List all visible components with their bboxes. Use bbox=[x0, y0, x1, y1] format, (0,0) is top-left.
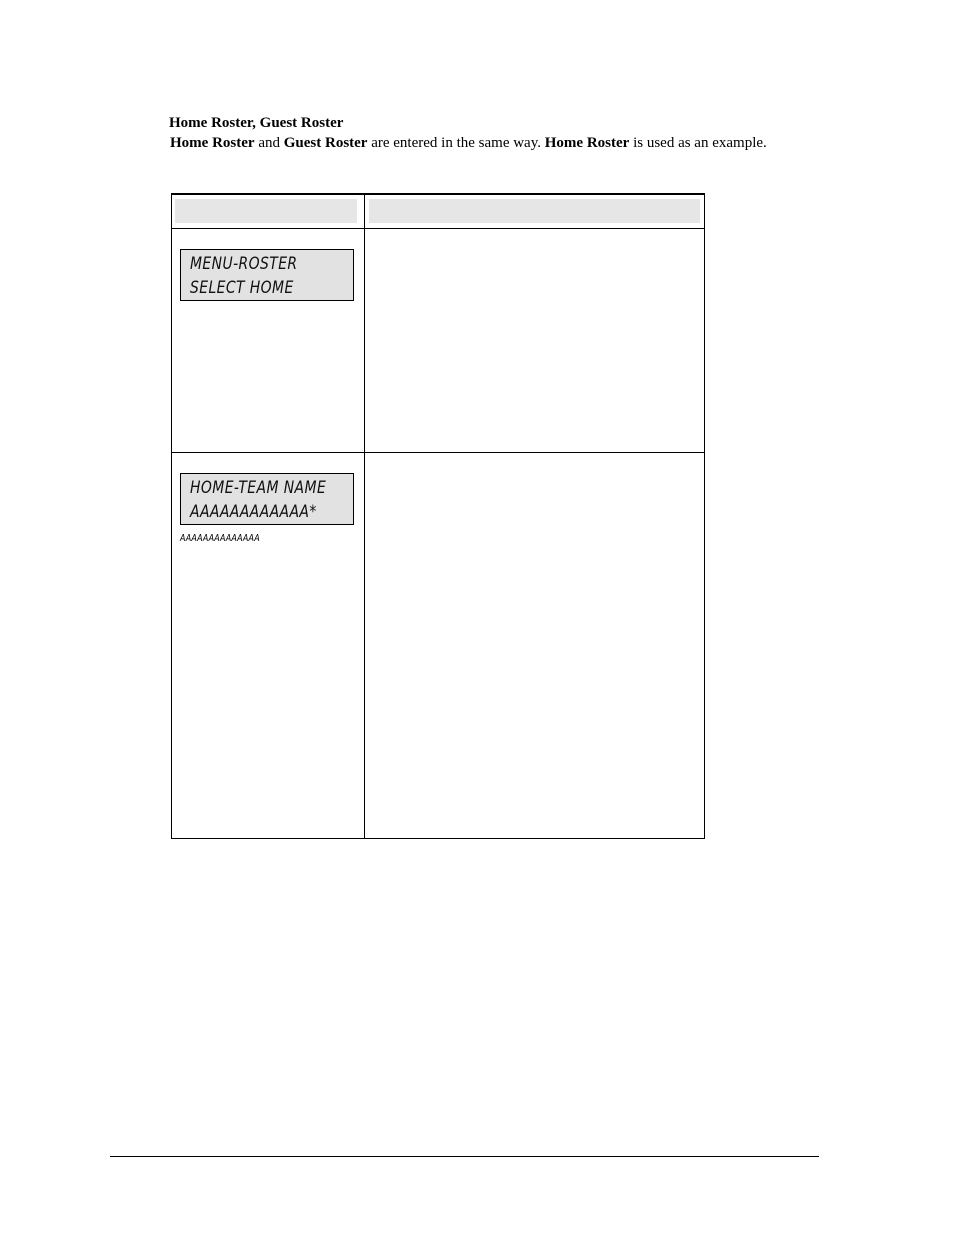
intro-text: and bbox=[254, 135, 284, 151]
intro-paragraph bbox=[170, 133, 810, 154]
lcd-line-2: AAAAAAAAAAAA* bbox=[190, 502, 317, 522]
intro-term-guest-roster: Guest Roster bbox=[283, 135, 368, 151]
team-name-caption: AAAAAAAAAAAAAA bbox=[180, 533, 260, 544]
intro-text: are entered in the same way. bbox=[367, 135, 545, 151]
lcd-line-1: MENU-ROSTER bbox=[190, 254, 298, 274]
section-heading: Home Roster, Guest Roster bbox=[169, 115, 344, 131]
row-divider bbox=[172, 452, 704, 453]
intro-text: is used as an example. bbox=[629, 135, 767, 151]
lcd-line-1: HOME-TEAM NAME bbox=[190, 478, 327, 498]
table-header-cell-display bbox=[175, 199, 357, 223]
lcd-line-2: SELECT HOME bbox=[190, 278, 294, 298]
lcd-display-menu-roster bbox=[180, 249, 354, 301]
intro-term-home-roster-example: Home Roster bbox=[544, 135, 630, 151]
table-header-row bbox=[172, 195, 704, 229]
intro-term-home-roster: Home Roster bbox=[170, 135, 255, 151]
lcd-display-home-team-name bbox=[180, 473, 354, 525]
column-divider bbox=[364, 195, 365, 838]
footer-rule bbox=[110, 1156, 819, 1157]
table-header-cell-description bbox=[369, 199, 700, 223]
steps-table bbox=[171, 193, 705, 839]
